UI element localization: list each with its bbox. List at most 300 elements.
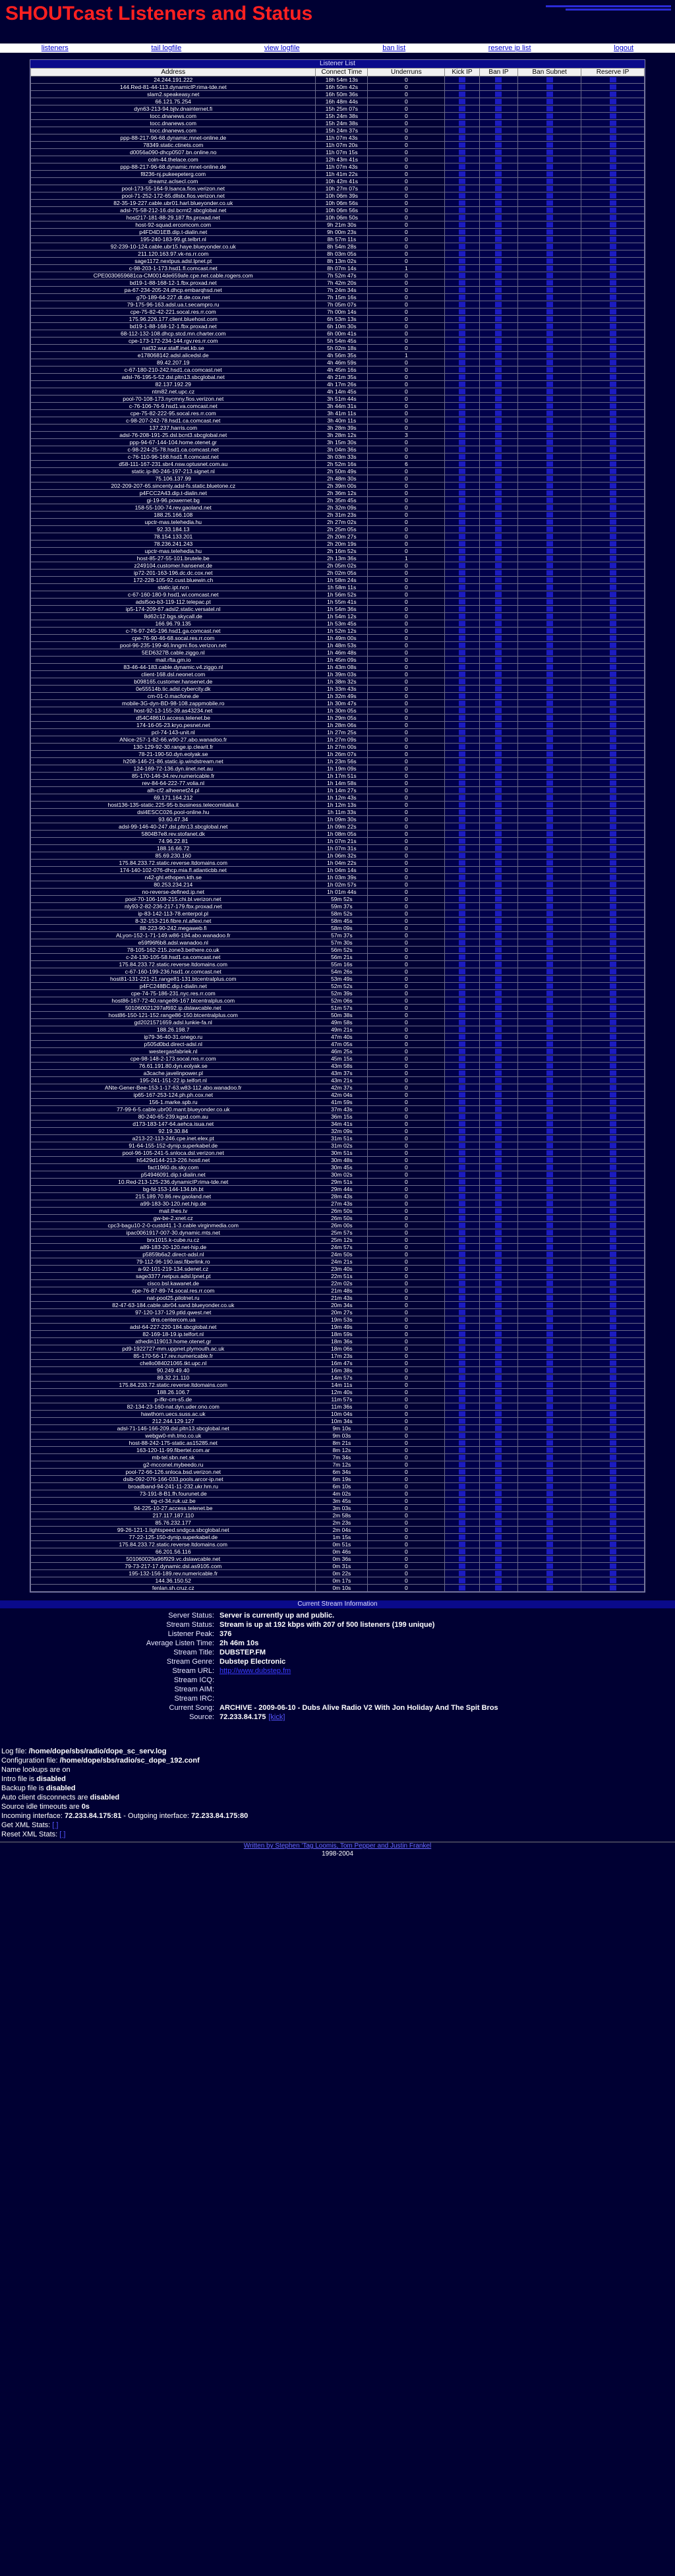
ban-ip-button[interactable]: [495, 512, 502, 517]
ban-subnet-button[interactable]: [546, 628, 553, 633]
ban-subnet-button[interactable]: [546, 556, 553, 561]
ban-ip-button[interactable]: [495, 469, 502, 474]
kick-ip-button[interactable]: [459, 469, 465, 474]
kick-ip-button[interactable]: [459, 382, 465, 387]
ban-subnet-button[interactable]: [546, 1186, 553, 1192]
kick-ip-button[interactable]: [459, 186, 465, 191]
ban-ip-button[interactable]: [495, 1571, 502, 1576]
reserve-ip-button[interactable]: [610, 295, 616, 300]
reserve-ip-button[interactable]: [610, 1114, 616, 1119]
kick-ip-button[interactable]: [459, 1397, 465, 1402]
ban-ip-button[interactable]: [495, 744, 502, 749]
ban-subnet-button[interactable]: [546, 1556, 553, 1562]
kick-ip-button[interactable]: [459, 592, 465, 597]
kick-ip-button[interactable]: [459, 541, 465, 546]
reserve-ip-button[interactable]: [610, 367, 616, 372]
ban-subnet-button[interactable]: [546, 505, 553, 510]
ban-subnet-button[interactable]: [546, 360, 553, 365]
reserve-ip-button[interactable]: [610, 331, 616, 336]
ban-subnet-button[interactable]: [546, 461, 553, 467]
ban-subnet-button[interactable]: [546, 142, 553, 148]
kick-ip-button[interactable]: [459, 360, 465, 365]
ban-subnet-button[interactable]: [546, 121, 553, 126]
kick-ip-button[interactable]: [459, 280, 465, 285]
ban-ip-button[interactable]: [495, 121, 502, 126]
reserve-ip-button[interactable]: [610, 1411, 616, 1417]
ban-ip-button[interactable]: [495, 556, 502, 561]
ban-subnet-button[interactable]: [546, 896, 553, 902]
ban-subnet-button[interactable]: [546, 1215, 553, 1221]
reserve-ip-button[interactable]: [610, 1368, 616, 1373]
reserve-ip-button[interactable]: [610, 686, 616, 691]
reserve-ip-button[interactable]: [610, 788, 616, 793]
ban-subnet-button[interactable]: [546, 1564, 553, 1569]
reserve-ip-button[interactable]: [610, 1020, 616, 1025]
kick-ip-button[interactable]: [459, 875, 465, 880]
reserve-ip-button[interactable]: [610, 730, 616, 735]
kick-ip-button[interactable]: [459, 1419, 465, 1424]
reserve-ip-button[interactable]: [610, 222, 616, 227]
ban-subnet-button[interactable]: [546, 657, 553, 662]
ban-subnet-button[interactable]: [546, 548, 553, 554]
ban-subnet-button[interactable]: [546, 324, 553, 329]
ban-subnet-button[interactable]: [546, 875, 553, 880]
reserve-ip-button[interactable]: [610, 164, 616, 169]
kick-ip-button[interactable]: [459, 258, 465, 264]
kick-ip-button[interactable]: [459, 766, 465, 771]
kick-ip-button[interactable]: [459, 1390, 465, 1395]
ban-ip-button[interactable]: [495, 353, 502, 358]
kick-ip-button[interactable]: [459, 309, 465, 314]
ban-ip-button[interactable]: [495, 1012, 502, 1018]
reserve-ip-button[interactable]: [610, 548, 616, 554]
kick-ip-button[interactable]: [459, 77, 465, 82]
ban-ip-button[interactable]: [495, 1179, 502, 1185]
kick-ip-button[interactable]: [459, 1034, 465, 1039]
reserve-ip-button[interactable]: [610, 403, 616, 409]
ban-ip-button[interactable]: [495, 940, 502, 945]
ban-subnet-button[interactable]: [546, 802, 553, 807]
reserve-ip-button[interactable]: [610, 1535, 616, 1540]
reserve-ip-button[interactable]: [610, 904, 616, 909]
kick-ip-button[interactable]: [459, 179, 465, 184]
ban-subnet-button[interactable]: [546, 1034, 553, 1039]
kick-ip-button[interactable]: [459, 795, 465, 800]
kick-ip-button[interactable]: [459, 548, 465, 554]
kick-ip-button[interactable]: [459, 708, 465, 713]
ban-subnet-button[interactable]: [546, 1288, 553, 1293]
ban-subnet-button[interactable]: [546, 266, 553, 271]
ban-subnet-button[interactable]: [546, 889, 553, 894]
ban-ip-button[interactable]: [495, 1165, 502, 1170]
ban-ip-button[interactable]: [495, 628, 502, 633]
reserve-ip-button[interactable]: [610, 708, 616, 713]
ban-subnet-button[interactable]: [546, 1361, 553, 1366]
kick-ip-button[interactable]: [459, 737, 465, 742]
ban-ip-button[interactable]: [495, 229, 502, 235]
reserve-ip-button[interactable]: [610, 179, 616, 184]
ban-ip-button[interactable]: [495, 780, 502, 786]
ban-ip-button[interactable]: [495, 519, 502, 525]
ban-subnet-button[interactable]: [546, 1223, 553, 1228]
ban-subnet-button[interactable]: [546, 534, 553, 539]
reserve-ip-button[interactable]: [610, 1012, 616, 1018]
ban-subnet-button[interactable]: [546, 135, 553, 140]
ban-ip-button[interactable]: [495, 244, 502, 249]
ban-ip-button[interactable]: [495, 1469, 502, 1475]
ban-subnet-button[interactable]: [546, 483, 553, 488]
ban-subnet-button[interactable]: [546, 925, 553, 931]
ban-ip-button[interactable]: [495, 411, 502, 416]
kick-ip-button[interactable]: [459, 215, 465, 220]
ban-subnet-button[interactable]: [546, 730, 553, 735]
ban-ip-button[interactable]: [495, 911, 502, 916]
ban-subnet-button[interactable]: [546, 1107, 553, 1112]
ban-ip-button[interactable]: [495, 186, 502, 191]
reserve-ip-button[interactable]: [610, 316, 616, 322]
ban-ip-button[interactable]: [495, 1201, 502, 1206]
kick-ip-button[interactable]: [459, 1194, 465, 1199]
reserve-ip-button[interactable]: [610, 527, 616, 532]
kick-ip-button[interactable]: [459, 1005, 465, 1010]
kick-ip-button[interactable]: [459, 1107, 465, 1112]
ban-ip-button[interactable]: [495, 570, 502, 575]
ban-ip-button[interactable]: [495, 722, 502, 728]
kick-ip-button[interactable]: [459, 896, 465, 902]
kick-ip-button[interactable]: [459, 1201, 465, 1206]
ban-ip-button[interactable]: [495, 483, 502, 488]
reserve-ip-button[interactable]: [610, 592, 616, 597]
ban-ip-button[interactable]: [495, 302, 502, 307]
ban-subnet-button[interactable]: [546, 215, 553, 220]
reserve-ip-button[interactable]: [610, 664, 616, 670]
reserve-ip-button[interactable]: [610, 541, 616, 546]
reserve-ip-button[interactable]: [610, 374, 616, 380]
ban-ip-button[interactable]: [495, 273, 502, 278]
kick-ip-button[interactable]: [459, 1549, 465, 1554]
reserve-ip-button[interactable]: [610, 1542, 616, 1547]
ban-ip-button[interactable]: [495, 1005, 502, 1010]
reserve-ip-button[interactable]: [610, 1375, 616, 1380]
ban-ip-button[interactable]: [495, 1419, 502, 1424]
reserve-ip-button[interactable]: [610, 121, 616, 126]
kick-ip-button[interactable]: [459, 432, 465, 438]
ban-subnet-button[interactable]: [546, 831, 553, 836]
ban-ip-button[interactable]: [495, 599, 502, 604]
kick-ip-button[interactable]: [459, 585, 465, 590]
ban-ip-button[interactable]: [495, 106, 502, 111]
ban-ip-button[interactable]: [495, 1128, 502, 1134]
ban-ip-button[interactable]: [495, 1078, 502, 1083]
kick-ip-button[interactable]: [459, 1477, 465, 1482]
ban-subnet-button[interactable]: [546, 1194, 553, 1199]
ban-subnet-button[interactable]: [546, 1353, 553, 1359]
ban-ip-button[interactable]: [495, 425, 502, 430]
kick-ip-button[interactable]: [459, 824, 465, 829]
ban-subnet-button[interactable]: [546, 962, 553, 967]
kick-ip-button[interactable]: [459, 396, 465, 401]
kick-ip-button[interactable]: [459, 121, 465, 126]
reserve-ip-button[interactable]: [610, 1440, 616, 1446]
ban-subnet-button[interactable]: [546, 157, 553, 162]
kick-ip-button[interactable]: [459, 157, 465, 162]
ban-ip-button[interactable]: [495, 1491, 502, 1496]
ban-subnet-button[interactable]: [546, 1535, 553, 1540]
reserve-ip-button[interactable]: [610, 1382, 616, 1388]
ban-ip-button[interactable]: [495, 1150, 502, 1156]
ban-ip-button[interactable]: [495, 1223, 502, 1228]
kick-ip-button[interactable]: [459, 316, 465, 322]
ban-ip-button[interactable]: [495, 954, 502, 960]
kick-ip-button[interactable]: [459, 1020, 465, 1025]
kick-ip-button[interactable]: [459, 1448, 465, 1453]
ban-subnet-button[interactable]: [546, 1585, 553, 1591]
reserve-ip-button[interactable]: [610, 1585, 616, 1591]
kick-ip-button[interactable]: [459, 1346, 465, 1351]
reserve-ip-button[interactable]: [610, 534, 616, 539]
reserve-ip-button[interactable]: [610, 614, 616, 619]
ban-subnet-button[interactable]: [546, 331, 553, 336]
ban-subnet-button[interactable]: [546, 519, 553, 525]
ban-subnet-button[interactable]: [546, 1114, 553, 1119]
ban-subnet-button[interactable]: [546, 788, 553, 793]
ban-ip-button[interactable]: [495, 766, 502, 771]
reserve-ip-button[interactable]: [610, 1477, 616, 1482]
reserve-ip-button[interactable]: [610, 77, 616, 82]
reserve-ip-button[interactable]: [610, 258, 616, 264]
kick-ip-button[interactable]: [459, 1172, 465, 1177]
ban-subnet-button[interactable]: [546, 1266, 553, 1272]
reserve-ip-button[interactable]: [610, 925, 616, 931]
reserve-ip-button[interactable]: [610, 1215, 616, 1221]
ban-subnet-button[interactable]: [546, 824, 553, 829]
reserve-ip-button[interactable]: [610, 1157, 616, 1163]
ban-ip-button[interactable]: [495, 498, 502, 503]
kick-ip-button[interactable]: [459, 440, 465, 445]
kick-ip-button[interactable]: [459, 527, 465, 532]
reserve-ip-button[interactable]: [610, 215, 616, 220]
ban-ip-button[interactable]: [495, 592, 502, 597]
reserve-ip-button[interactable]: [610, 947, 616, 952]
ban-subnet-button[interactable]: [546, 621, 553, 626]
reserve-ip-button[interactable]: [610, 976, 616, 981]
ban-ip-button[interactable]: [495, 1020, 502, 1025]
nav-listeners[interactable]: listeners: [41, 44, 69, 52]
kick-ip-button[interactable]: [459, 1339, 465, 1344]
ban-ip-button[interactable]: [495, 432, 502, 438]
reset-xml-stats-link[interactable]: [ ]: [59, 1830, 66, 1838]
ban-ip-button[interactable]: [495, 215, 502, 220]
kick-ip-button[interactable]: [459, 1556, 465, 1562]
ban-ip-button[interactable]: [495, 1056, 502, 1061]
ban-ip-button[interactable]: [495, 1513, 502, 1518]
kick-ip-button[interactable]: [459, 1404, 465, 1409]
kick-ip-button[interactable]: [459, 570, 465, 575]
kick-ip-button[interactable]: [459, 1208, 465, 1214]
ban-ip-button[interactable]: [495, 266, 502, 271]
ban-subnet-button[interactable]: [546, 614, 553, 619]
kick-ip-button[interactable]: [459, 722, 465, 728]
reserve-ip-button[interactable]: [610, 1469, 616, 1475]
reserve-ip-button[interactable]: [610, 1150, 616, 1156]
ban-subnet-button[interactable]: [546, 1448, 553, 1453]
ban-subnet-button[interactable]: [546, 983, 553, 989]
kick-ip-button[interactable]: [459, 1324, 465, 1330]
kick-ip-button[interactable]: [459, 1310, 465, 1315]
ban-ip-button[interactable]: [495, 418, 502, 423]
ban-subnet-button[interactable]: [546, 809, 553, 815]
ban-subnet-button[interactable]: [546, 882, 553, 887]
ban-ip-button[interactable]: [495, 548, 502, 554]
kick-ip-button[interactable]: [459, 345, 465, 351]
ban-subnet-button[interactable]: [546, 164, 553, 169]
ban-subnet-button[interactable]: [546, 1469, 553, 1475]
kick-ip-button[interactable]: [459, 208, 465, 213]
ban-ip-button[interactable]: [495, 1397, 502, 1402]
reserve-ip-button[interactable]: [610, 577, 616, 583]
kick-ip-button[interactable]: [459, 454, 465, 459]
kick-ip-button[interactable]: [459, 425, 465, 430]
ban-ip-button[interactable]: [495, 614, 502, 619]
ban-subnet-button[interactable]: [546, 1281, 553, 1286]
ban-ip-button[interactable]: [495, 1273, 502, 1279]
ban-subnet-button[interactable]: [546, 1157, 553, 1163]
ban-subnet-button[interactable]: [546, 1099, 553, 1105]
reserve-ip-button[interactable]: [610, 483, 616, 488]
ban-ip-button[interactable]: [495, 1404, 502, 1409]
ban-ip-button[interactable]: [495, 1317, 502, 1322]
ban-ip-button[interactable]: [495, 541, 502, 546]
kick-ip-button[interactable]: [459, 1063, 465, 1068]
kick-ip-button[interactable]: [459, 1520, 465, 1525]
reserve-ip-button[interactable]: [610, 1484, 616, 1489]
kick-ip-button[interactable]: [459, 142, 465, 148]
ban-ip-button[interactable]: [495, 1186, 502, 1192]
ban-subnet-button[interactable]: [546, 1527, 553, 1533]
reserve-ip-button[interactable]: [610, 309, 616, 314]
ban-subnet-button[interactable]: [546, 77, 553, 82]
ban-ip-button[interactable]: [495, 237, 502, 242]
ban-ip-button[interactable]: [495, 1107, 502, 1112]
ban-ip-button[interactable]: [495, 1252, 502, 1257]
ban-subnet-button[interactable]: [546, 1085, 553, 1090]
ban-subnet-button[interactable]: [546, 1462, 553, 1467]
kick-ip-button[interactable]: [459, 759, 465, 764]
kick-ip-button[interactable]: [459, 577, 465, 583]
reserve-ip-button[interactable]: [610, 1056, 616, 1061]
kick-ip-button[interactable]: [459, 461, 465, 467]
reserve-ip-button[interactable]: [610, 809, 616, 815]
ban-ip-button[interactable]: [495, 1114, 502, 1119]
ban-ip-button[interactable]: [495, 1535, 502, 1540]
ban-ip-button[interactable]: [495, 476, 502, 481]
kick-ip-button[interactable]: [459, 715, 465, 720]
ban-ip-button[interactable]: [495, 1034, 502, 1039]
ban-subnet-button[interactable]: [546, 599, 553, 604]
reserve-ip-button[interactable]: [610, 817, 616, 822]
ban-ip-button[interactable]: [495, 440, 502, 445]
kick-ip-button[interactable]: [459, 1259, 465, 1264]
reserve-ip-button[interactable]: [610, 1549, 616, 1554]
kick-ip-button[interactable]: [459, 237, 465, 242]
reserve-ip-button[interactable]: [610, 1426, 616, 1431]
kick-ip-button[interactable]: [459, 302, 465, 307]
ban-subnet-button[interactable]: [546, 84, 553, 90]
ban-subnet-button[interactable]: [546, 1128, 553, 1134]
kick-ip-button[interactable]: [459, 1498, 465, 1504]
ban-ip-button[interactable]: [495, 251, 502, 256]
ban-ip-button[interactable]: [495, 222, 502, 227]
reserve-ip-button[interactable]: [610, 570, 616, 575]
reserve-ip-button[interactable]: [610, 969, 616, 974]
kick-ip-button[interactable]: [459, 904, 465, 909]
ban-ip-button[interactable]: [495, 367, 502, 372]
kick-ip-button[interactable]: [459, 389, 465, 394]
kick-ip-button[interactable]: [459, 1114, 465, 1119]
kick-ip-button[interactable]: [459, 1143, 465, 1148]
kick-ip-button[interactable]: [459, 817, 465, 822]
ban-ip-button[interactable]: [495, 969, 502, 974]
reserve-ip-button[interactable]: [610, 469, 616, 474]
reserve-ip-button[interactable]: [610, 1172, 616, 1177]
kick-ip-button[interactable]: [459, 947, 465, 952]
reserve-ip-button[interactable]: [610, 1448, 616, 1453]
reserve-ip-button[interactable]: [610, 208, 616, 213]
ban-subnet-button[interactable]: [546, 113, 553, 119]
ban-ip-button[interactable]: [495, 621, 502, 626]
ban-ip-button[interactable]: [495, 534, 502, 539]
reserve-ip-button[interactable]: [610, 1041, 616, 1047]
ban-subnet-button[interactable]: [546, 237, 553, 242]
kick-ip-button[interactable]: [459, 128, 465, 133]
ban-ip-button[interactable]: [495, 1368, 502, 1373]
kick-ip-button[interactable]: [459, 809, 465, 815]
ban-ip-button[interactable]: [495, 527, 502, 532]
ban-ip-button[interactable]: [495, 860, 502, 865]
reserve-ip-button[interactable]: [610, 1303, 616, 1308]
reserve-ip-button[interactable]: [610, 650, 616, 655]
ban-subnet-button[interactable]: [546, 860, 553, 865]
kick-ip-button[interactable]: [459, 1426, 465, 1431]
kick-ip-button[interactable]: [459, 1368, 465, 1373]
ban-ip-button[interactable]: [495, 1433, 502, 1438]
reserve-ip-button[interactable]: [610, 1005, 616, 1010]
ban-subnet-button[interactable]: [546, 737, 553, 742]
ban-subnet-button[interactable]: [546, 150, 553, 155]
ban-ip-button[interactable]: [495, 1549, 502, 1554]
ban-subnet-button[interactable]: [546, 1259, 553, 1264]
reserve-ip-button[interactable]: [610, 447, 616, 452]
reserve-ip-button[interactable]: [610, 1194, 616, 1199]
ban-ip-button[interactable]: [495, 983, 502, 989]
ban-subnet-button[interactable]: [546, 686, 553, 691]
ban-ip-button[interactable]: [495, 817, 502, 822]
ban-subnet-button[interactable]: [546, 1382, 553, 1388]
reserve-ip-button[interactable]: [610, 1223, 616, 1228]
ban-ip-button[interactable]: [495, 795, 502, 800]
reserve-ip-button[interactable]: [610, 1527, 616, 1533]
ban-subnet-button[interactable]: [546, 258, 553, 264]
reserve-ip-button[interactable]: [610, 679, 616, 684]
ban-subnet-button[interactable]: [546, 1201, 553, 1206]
kick-ip-button[interactable]: [459, 925, 465, 931]
kick-ip-button[interactable]: [459, 193, 465, 198]
reserve-ip-button[interactable]: [610, 1107, 616, 1112]
kick-ip-button[interactable]: [459, 853, 465, 858]
ban-subnet-button[interactable]: [546, 722, 553, 728]
reserve-ip-button[interactable]: [610, 92, 616, 97]
ban-subnet-button[interactable]: [546, 1332, 553, 1337]
